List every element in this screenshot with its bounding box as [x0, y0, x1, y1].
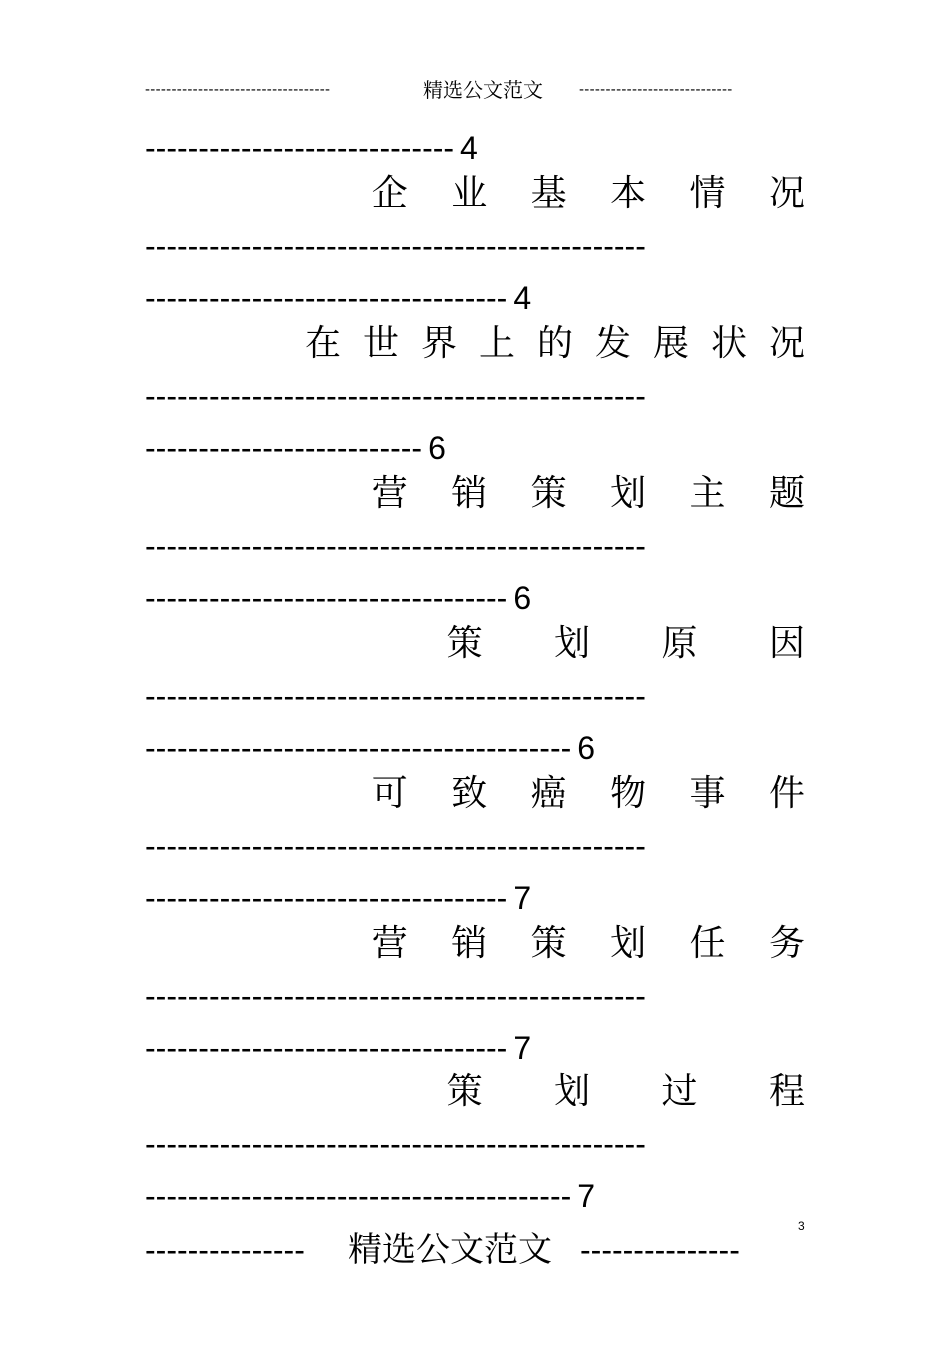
toc-rule-line: ----------------------------------------------- [145, 828, 646, 864]
footer-title: 精选公文范文 [348, 1230, 552, 1270]
toc-leader-line: ---------------------------------- 7 [145, 1030, 532, 1066]
toc-title-text: 策 划 过 程 [446, 1071, 805, 1112]
page-number: 3 [798, 1219, 805, 1233]
footer-right-rule: --------------- [580, 1232, 740, 1268]
toc-leader-line: ---------------------------------- 7 [145, 880, 532, 916]
toc-entry-title[interactable] [145, 1070, 805, 1114]
toc-title-text: 营 销 策 划 主 题 [371, 473, 805, 514]
toc-rule-line: ----------------------------------------------- [145, 228, 646, 264]
toc-title-text: 营 销 策 划 任 务 [371, 923, 805, 964]
toc-page-number: 7 [513, 1030, 532, 1066]
toc-title-text: 在世界上的发展状况 [304, 323, 827, 364]
toc-rule-line: ----------------------------------------------- [145, 1126, 646, 1162]
footer-left-rule: --------------- [145, 1232, 305, 1268]
toc-entry-title[interactable] [145, 622, 805, 666]
toc-rule-line: ----------------------------------------------- [145, 978, 646, 1014]
toc-entry-title[interactable] [145, 772, 805, 816]
toc-page-number: 4 [513, 280, 532, 316]
toc-page-number: 4 [460, 130, 478, 166]
toc-rule-line: ----------------------------------------------- [145, 528, 646, 564]
toc-page-number: 6 [513, 580, 532, 616]
toc-entry-title[interactable] [145, 472, 805, 516]
toc-entry-title[interactable] [145, 322, 827, 366]
toc-leader-line: ---------------------------------------- 6 [145, 730, 596, 766]
header-left-rule: ----------------------------------- [145, 81, 331, 98]
toc-page-number: 7 [577, 1178, 596, 1214]
toc-page-number: 7 [513, 880, 532, 916]
toc-leader-line: ----------------------------- 4 [145, 130, 478, 166]
header-right-rule: ----------------------------- [579, 81, 733, 98]
toc-page-number: 6 [577, 730, 596, 766]
toc-entry-title[interactable] [145, 172, 805, 216]
toc-leader-line: -------------------------- 6 [145, 430, 446, 466]
toc-entry-title[interactable] [145, 922, 805, 966]
toc-leader-line: ---------------------------------- 6 [145, 580, 532, 616]
toc-title-text: 企 业 基 本 情 况 [371, 173, 805, 214]
toc-rule-line: ----------------------------------------------- [145, 378, 646, 414]
toc-rule-line: ----------------------------------------------- [145, 678, 646, 714]
toc-page-number: 6 [428, 430, 446, 466]
toc-leader-line: ---------------------------------------- 7 [145, 1178, 596, 1214]
page-footer [145, 1228, 785, 1272]
header-title: 精选公文范文 [423, 78, 543, 102]
toc-leader-line: ---------------------------------- 4 [145, 280, 532, 316]
toc-title-text: 可 致 癌 物 事 件 [371, 773, 805, 814]
toc-title-text: 策 划 原 因 [446, 623, 805, 664]
